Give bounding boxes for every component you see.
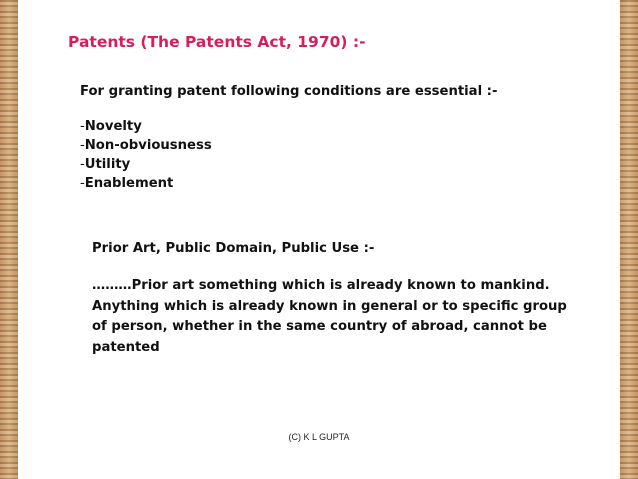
condition-text: Non-obviousness	[84, 138, 212, 153]
condition-dash: -	[80, 119, 85, 134]
prior-art-heading: Prior Art, Public Domain, Public Use :-	[92, 241, 375, 256]
conditions-block	[80, 84, 497, 193]
condition-item	[80, 136, 497, 155]
conditions-intro: For granting patent following conditions are essential :-	[80, 84, 498, 99]
slide-footer: (C) K L GUPTA	[288, 432, 350, 442]
condition-dash: -	[80, 157, 85, 172]
condition-item	[80, 155, 497, 174]
condition-text: Novelty	[84, 119, 142, 134]
condition-dash: -	[80, 176, 85, 191]
decorative-border-left	[0, 0, 18, 479]
prior-art-paragraph: ………Prior art something which is already known to mankind. Anything which is already known in general or to specific group of person, whether in the same country of abroad, cannot be patented	[92, 278, 567, 355]
slide-content	[18, 0, 620, 479]
condition-text: Utility	[84, 157, 131, 172]
condition-item	[80, 117, 497, 136]
decorative-border-right	[620, 0, 638, 479]
condition-text: Enablement	[84, 176, 174, 191]
prior-art-block	[92, 241, 572, 358]
condition-item	[80, 174, 497, 193]
condition-dash: -	[80, 138, 85, 153]
slide-title: Patents (The Patents Act, 1970) :-	[68, 33, 366, 51]
